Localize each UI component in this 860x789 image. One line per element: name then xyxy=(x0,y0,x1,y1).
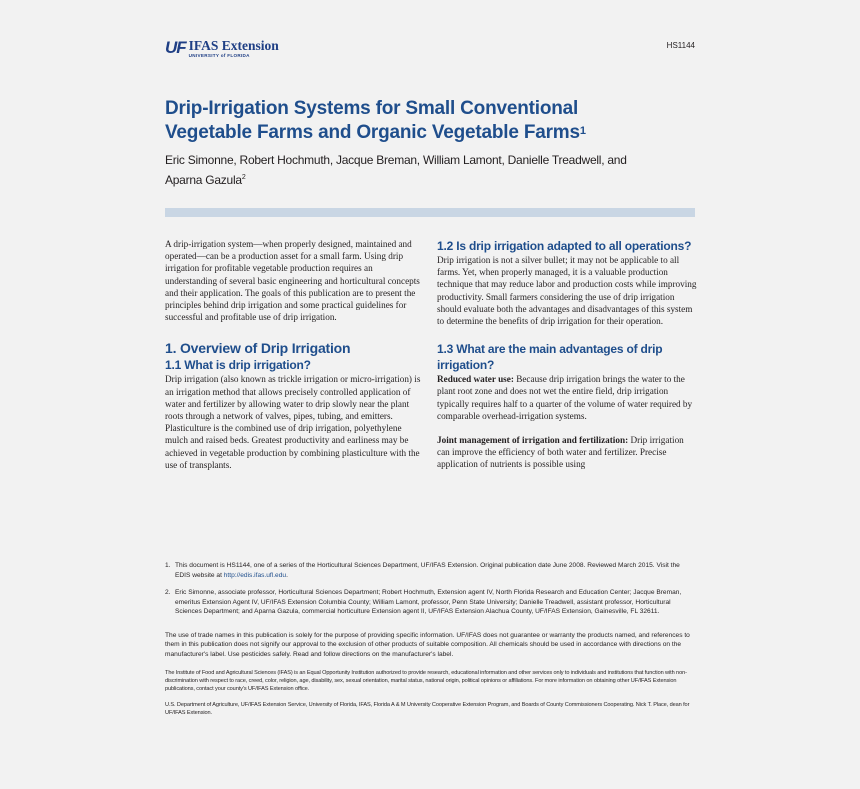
footnote-1-text xyxy=(175,561,695,580)
advantage-1-lead: Reduced water use: xyxy=(437,374,514,385)
subsection-1-2-text: Drip irrigation is not a silver bullet; it may not be applicable to all farms. Yet, when properly managed, it is a valuable production technique that may reduce labor and production costs while improving productivity. Small farmers considering the use of drip irrigation should evaluate both the advantages and disadvantages of this system to determine the benefits of drip irrigation for their operation. xyxy=(437,255,697,327)
footnote-1 xyxy=(165,561,695,580)
subsection-1-3-heading: 1.3 What are the main advantages of drip irrigation? xyxy=(437,342,663,373)
subsection-1-1-heading: 1.1 What is drip irrigation? xyxy=(165,358,311,373)
advantage-2-text: Drip irrigation can improve the efficiency of both water and fertilizer. Precise application of nutrients is possible using xyxy=(437,435,684,470)
authors-line-2: Aparna Gazula xyxy=(165,173,242,187)
authors-line-1: Eric Simonne, Robert Hochmuth, Jacque Breman, William Lamont, Danielle Treadwell, and xyxy=(165,153,627,167)
authors xyxy=(165,152,705,189)
logo-university: UNIVERSITY of FLORIDA xyxy=(188,53,250,58)
equal-opportunity-statement: The Institute of Food and Agricultural Sciences (IFAS) is an Equal Opportunity Institution authorized to provide research, educational information and other services only to individuals and institutions that function with non-discrimination with respect to race, creed, color, religion, age, disability, sex, sexual orientation, marital status, national origin, political opinions or affiliations. For more information on obtaining other UF/IFAS Extension publications, contact your county's UF/IFAS Extension office. xyxy=(165,670,687,693)
advantage-1-text: Because drip irrigation brings the water to the plant root zone and does not wet the entire field, drip irrigation typically requires half to a quarter of the volume of water required by comparable overhead-irrigation systems. xyxy=(437,374,693,421)
title-line-2: Vegetable Farms and Organic Vegetable Farms xyxy=(165,122,580,143)
intro-paragraph: A drip-irrigation system—when properly designed, maintained and operated—can be a production asset for a small farm. Using drip irrigation for profitable vegetable production requires an understanding of several basic engineering and horticultural concepts and their application. The goals of this publication are to present the principles behind drip irrigation and some practical guidelines for successful and profitable use of drip irrigation. xyxy=(165,239,420,323)
advantage-joint-management xyxy=(437,434,697,471)
logo-ifas-extension: IFAS Extension xyxy=(188,38,279,53)
advantage-reduced-water-use xyxy=(437,373,697,422)
title-footnote-marker: 1 xyxy=(579,125,586,137)
footnote-1-end: . xyxy=(286,571,288,579)
usda-statement: U.S. Department of Agriculture, UF/IFAS Extension Service, University of Florida, IFAS, Florida A & M University Cooperative Extension Program, and Boards of County Commissioners Cooperating. Nick T. Place, dean for UF/IFAS Extension. xyxy=(165,701,690,716)
footnote-2-number: 2. xyxy=(165,589,171,596)
document-id: HS1144 xyxy=(666,41,695,50)
footnote-2-text: Eric Simonne, associate professor, Horticultural Sciences Department; Robert Hochmuth, Extension agent IV, North Florida Research and Education Center; Jacque Breman, emeritus Extension Agent IV, UF/IFAS Extension Columbia County; William Lamont, professor, Penn State University; Danielle Treadwell, assistant professor, Horticultural Sciences Department; and Aparna Gazula, commercial horticulture Extension agent II, UF/IFAS Extension Alachua County, UF/IFAS Extension, Gainesville, FL 32611. xyxy=(175,589,682,615)
authors-footnote-marker: 2 xyxy=(241,174,246,181)
header-divider xyxy=(165,208,695,217)
title-line-1: Drip-Irrigation Systems for Small Conventional xyxy=(165,98,579,119)
footnote-2 xyxy=(165,588,695,617)
uf-ifas-logo xyxy=(165,39,279,59)
footnote-1-number: 1. xyxy=(165,562,171,569)
left-column xyxy=(165,238,425,471)
section-1-heading: 1. Overview of Drip Irrigation xyxy=(165,340,351,357)
footnote-1-body: This document is HS1144, one of a series of the Horticultural Sciences Department, UF/IFAS Extension. Original publication date June 2008. Reviewed March 2015. Visit the EDIS website at xyxy=(175,562,680,579)
subsection-1-1-text: Drip irrigation (also known as trickle irrigation or micro-irrigation) is an irrigation method that allows precisely controlled application of water and fertilizer by allowing water to drip slowly near the plant roots through a network of valves, pipes, tubing, and emitters. Plasticulture is the combined use of drip irrigation, polyethylene mulch and raised beds. Greatest productivity and earliness may be achieved in vegetable production by combining plasticulture with the use of transplants. xyxy=(165,374,421,470)
trade-name-disclaimer: The use of trade names in this publication is solely for the purpose of providing specific information. UF/IFAS does not guarantee or warranty the products named, and references to them in this publication does not signify our approval to the exclusion of other products of suitable composition. All chemicals should be used in accordance with directions on the manufacturer's label. Use pesticides safely. Read and follow directions on the manufacturer's label. xyxy=(165,631,690,658)
uf-logo-mark: UF xyxy=(165,38,186,57)
right-column xyxy=(437,238,697,471)
page-title xyxy=(165,97,705,145)
logo-text xyxy=(189,39,279,59)
footnotes xyxy=(165,561,695,717)
subsection-1-2-heading: 1.2 Is drip irrigation adapted to all operations? xyxy=(437,239,692,253)
advantage-2-lead: Joint management of irrigation and fertilization: xyxy=(437,435,629,446)
edis-link[interactable]: http://edis.ifas.ufl.edu xyxy=(223,571,287,579)
